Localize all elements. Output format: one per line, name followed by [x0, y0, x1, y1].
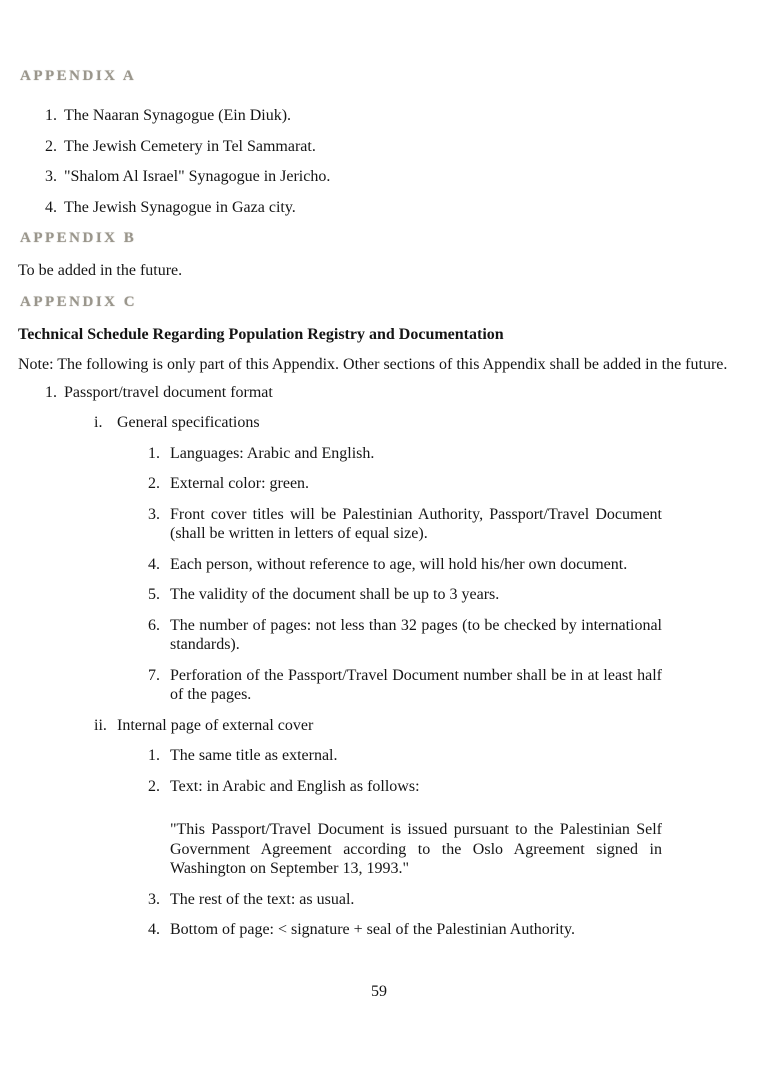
list-item — [148, 555, 662, 575]
list-item-text: Text: in Arabic and English as follows: — [170, 777, 420, 795]
list-item — [45, 106, 740, 126]
subsection-text: Internal page of external cover — [117, 716, 314, 734]
list-item-text: Languages: Arabic and English. — [170, 444, 375, 462]
list-item-number: 2. — [148, 777, 160, 795]
list-item — [148, 585, 662, 605]
section-text: Passport/travel document format — [64, 383, 273, 401]
list-item — [148, 616, 662, 655]
list-item-text: Perforation of the Passport/Travel Document number shall be in at least half of the pages. — [170, 666, 662, 703]
list-item-text: The Jewish Cemetery in Tel Sammarat. — [64, 137, 316, 155]
list-item-text: Each person, without reference to age, will hold his/her own document. — [170, 555, 628, 573]
list-item-number: 6. — [148, 616, 160, 634]
appendix-a-list — [18, 106, 740, 217]
appendix-b-body: To be added in the future. — [18, 262, 183, 279]
subsection-ii — [94, 716, 740, 736]
list-item-number: 1. — [45, 107, 57, 124]
list-item-number: 7. — [148, 666, 160, 684]
subsection-number: i. — [94, 414, 103, 431]
list-item — [148, 444, 662, 464]
list-item — [45, 167, 740, 187]
list-item — [148, 474, 662, 494]
list-item-number: 5. — [148, 586, 160, 603]
list-item-number: 2. — [148, 475, 160, 492]
appendix-c-note: Note: The following is only part of this Appendix. Other sections of this Appendix shall be added in the future. — [18, 356, 728, 373]
list-item — [45, 198, 740, 218]
list-item-number: 4. — [45, 198, 57, 216]
list-item — [148, 890, 662, 910]
list-item-text: The Naaran Synagogue (Ein Diuk). — [64, 107, 292, 124]
list-item-number: 1. — [148, 444, 160, 462]
list-item — [148, 920, 662, 940]
list-item-text: The same title as external. — [170, 747, 338, 764]
list-item — [148, 746, 662, 766]
list-item-number: 4. — [148, 921, 160, 938]
list-item-number: 3. — [45, 168, 57, 185]
list-item-text: Front cover titles will be Palestinian Authority, Passport/Travel Document (shall be written in letters of equal size). — [170, 505, 662, 542]
list-item-number: 1. — [148, 747, 160, 764]
list-item — [148, 777, 662, 797]
subsection-i — [94, 413, 740, 433]
list-item — [148, 505, 662, 544]
list-item — [45, 137, 740, 157]
list-item-number: 3. — [148, 505, 160, 523]
list-item-text: "Shalom Al Israel" Synagogue in Jericho. — [64, 168, 331, 185]
page-number: 59 — [371, 983, 387, 1000]
appendix-b-heading: APPENDIX B — [20, 230, 137, 246]
list-item-text: The Jewish Synagogue in Gaza city. — [64, 198, 296, 216]
list-item-number: 4. — [148, 555, 160, 573]
section-1 — [45, 383, 740, 403]
appendix-a-heading: APPENDIX A — [20, 68, 137, 84]
appendix-c-heading: APPENDIX C — [20, 293, 138, 310]
subsection-ii-list — [18, 746, 740, 940]
section-number: 1. — [45, 383, 57, 401]
list-item-text: The validity of the document shall be up to 3 years. — [170, 586, 500, 603]
appendix-c-title: Technical Schedule Regarding Population Registry and Documentation — [18, 325, 504, 343]
list-item-text: The number of pages: not less than 32 pages (to be checked by international standards). — [170, 616, 662, 653]
subsection-i-list — [18, 444, 740, 705]
list-item-text: External color: green. — [170, 475, 310, 492]
passport-quote-text: "This Passport/Travel Document is issued pursuant to the Palestinian Self Government Agreement according to the Oslo Agreement signed in Washington on September 13, 1993." — [170, 821, 662, 877]
subsection-text: General specifications — [117, 414, 260, 431]
list-item-text: Bottom of page: < signature + seal of the Palestinian Authority. — [170, 921, 575, 938]
list-item — [148, 666, 662, 705]
list-item-number: 3. — [148, 890, 160, 908]
list-item-number: 2. — [45, 137, 57, 155]
subsection-number: ii. — [94, 716, 107, 734]
list-item-text: The rest of the text: as usual. — [170, 890, 355, 908]
